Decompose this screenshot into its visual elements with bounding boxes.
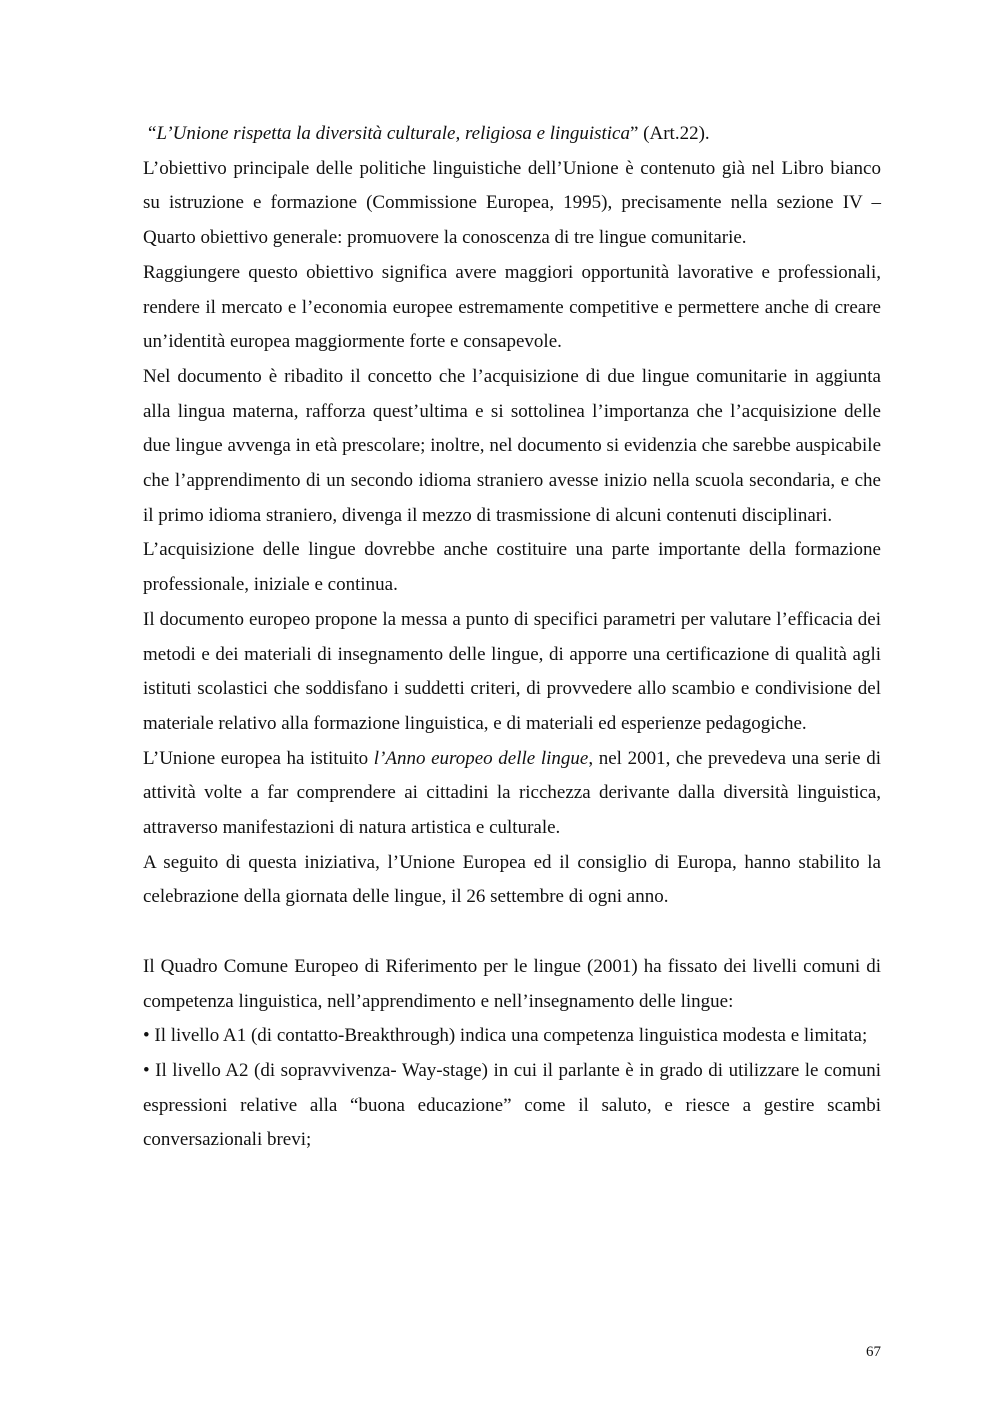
paragraph-gap (143, 915, 881, 950)
quote-open: “ (148, 123, 157, 144)
quote-close: ” (Art.22). (630, 123, 710, 144)
paragraph-anno-europeo (143, 742, 881, 846)
bullet-level-a1: • Il livello A1 (di contatto-Breakthrough) indica una competenza linguistica modesta e limitata; (143, 1025, 868, 1047)
paragraph-quadro-comune: Il Quadro Comune Europeo di Riferimento per le lingue (2001) ha fissato dei livelli comuni di competenza linguistica, nell’apprendimento e nell’insegnamento delle lingue: (143, 955, 881, 1012)
paragraph-giornata-lingue: A seguito di questa iniziativa, l’Unione Europea ed il consiglio di Europa, hanno stabilito la celebrazione della giornata delle lingue, il 26 settembre di ogni anno. (143, 851, 881, 908)
page-number: 67 (866, 1344, 881, 1360)
anno-europeo-after: , nel 2001, che prevedeva una serie di attività volte a far comprendere ai cittadini la ricchezza derivante dalla diversità linguistica, attraverso manifestazioni di natura artistica e culturale. (143, 747, 881, 839)
charter-quote (143, 117, 881, 152)
paragraph-documento: Nel documento è ribadito il concetto che l’acquisizione di due lingue comunitarie in aggiunta alla lingua materna, rafforza quest’ultima e si sottolinea l’importanza che l’acquisizione delle due lingue avvenga in età prescolare; inoltre, nel documento si evidenzia che sarebbe auspicabile che l’apprendimento di un secondo idioma straniero avesse inizio nella scuola secondaria, e che il primo idioma straniero, divenga il mezzo di trasmissione di alcuni contenuti disciplinari. (143, 365, 881, 526)
document-page (143, 117, 881, 1158)
paragraph-libro-bianco: L’obiettivo principale delle politiche linguistiche dell’Unione è contenuto già nel Libro bianco su istruzione e formazione (Commissione Europea, 1995), precisamente nella sezione IV – Quarto obiettivo generale: promuovere la conoscenza di tre lingue comunitarie. (143, 157, 881, 249)
paragraph-obiettivo: Raggiungere questo obiettivo significa avere maggiori opportunità lavorative e professionali, rendere il mercato e l’economia europee estremamente competitive e permettere anche di creare un’identità europea maggiormente forte e consapevole. (143, 261, 881, 353)
anno-europeo-italic: l’Anno europeo delle lingue (373, 747, 589, 769)
quote-italic-text: L’Unione rispetta la diversità culturale, religiosa e linguistica (156, 123, 630, 144)
anno-europeo-before: L’Unione europea ha istituito (143, 747, 374, 769)
paragraph-acquisizione: L’acquisizione delle lingue dovrebbe anche costituire una parte importante della formazione professionale, iniziale e continua. (143, 539, 881, 596)
paragraph-parametri: Il documento europeo propone la messa a punto di specifici parametri per valutare l’efficacia dei metodi e dei materiali di insegnamento delle lingue, di apporre una certificazione di qualità agli istituti scolastici che soddisfano i suddetti criteri, di provvedere allo scambio e condivisione del materiale relativo alla formazione linguistica, e di materiali ed esperienze pedagogiche. (143, 608, 881, 734)
bullet-level-a2: • Il livello A2 (di sopravvivenza- Way-stage) in cui il parlante è in grado di utilizzare le comuni espressioni relative alla “buona educazione” come il saluto, e riesce a gestire scambi conversazionali brevi; (143, 1059, 881, 1151)
